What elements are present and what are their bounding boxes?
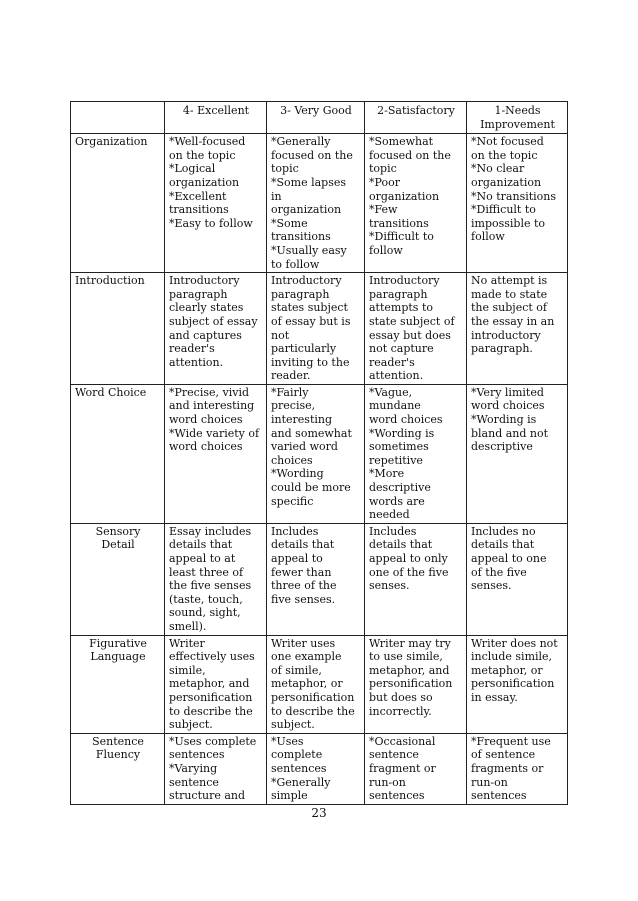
score-cell: Writer uses one example of simile, metaphor, or personification to describe the subject. — [267, 635, 365, 733]
score-cell: *Frequent use of sentence fragments or run-on sentences — [467, 733, 568, 804]
score-cell: Introductory paragraph attempts to state subject of essay but does not capture reader's attention. — [365, 273, 467, 385]
rubric-row — [71, 635, 568, 733]
rubric-row — [71, 523, 568, 635]
score-cell: No attempt is made to state the subject of the essay in an introductory paragraph. — [467, 273, 568, 385]
criterion-cell: Sensory Detail — [71, 523, 165, 635]
score-cell: Essay includes details that appeal to at least three of the five senses (taste, touch, sound, sight, smell). — [165, 523, 267, 635]
score-cell: *Precise, vivid and interesting word choices *Wide variety of word choices — [165, 384, 267, 523]
score-cell: Writer effectively uses simile, metaphor, and personification to describe the subject. — [165, 635, 267, 733]
score-cell: *Generally focused on the topic *Some lapses in organization *Some transitions *Usually easy to follow — [267, 134, 365, 273]
score-cell: *Occasional sentence fragment or run-on sentences — [365, 733, 467, 804]
header-cell-excellent: 4- Excellent — [165, 102, 267, 134]
score-cell: *Not focused on the topic *No clear organization *No transitions *Difficult to impossible to follow — [467, 134, 568, 273]
page-number: 23 — [311, 806, 327, 820]
criterion-cell: Word Choice — [71, 384, 165, 523]
header-cell-satisfactory: 2-Satisfactory — [365, 102, 467, 134]
rubric-row — [71, 733, 568, 804]
header-row — [71, 102, 568, 134]
score-cell: *Uses complete sentences *Varying sentence structure and — [165, 733, 267, 804]
header-cell-very-good: 3- Very Good — [267, 102, 365, 134]
score-cell: Includes no details that appeal to one of the five senses. — [467, 523, 568, 635]
score-cell: Introductory paragraph clearly states subject of essay and captures reader's attention. — [165, 273, 267, 385]
score-cell: Writer does not include simile, metaphor, or personification in essay. — [467, 635, 568, 733]
criterion-cell: Figurative Language — [71, 635, 165, 733]
header-cell-needs-improvement: 1-Needs Improvement — [467, 102, 568, 134]
score-cell: *Vague, mundane word choices *Wording is sometimes repetitive *More descriptive words are needed — [365, 384, 467, 523]
criterion-cell: Sentence Fluency — [71, 733, 165, 804]
criterion-cell: Introduction — [71, 273, 165, 385]
score-cell: *Well-focused on the topic *Logical organization *Excellent transitions *Easy to follow — [165, 134, 267, 273]
score-cell: *Very limited word choices *Wording is bland and not descriptive — [467, 384, 568, 523]
score-cell: Writer may try to use simile, metaphor, and personification but does so incorrectly. — [365, 635, 467, 733]
header-cell-blank — [71, 102, 165, 134]
criterion-cell: Organization — [71, 134, 165, 273]
score-cell: Includes details that appeal to only one of the five senses. — [365, 523, 467, 635]
score-cell: Introductory paragraph states subject of essay but is not particularly inviting to the reader. — [267, 273, 365, 385]
score-cell: Includes details that appeal to fewer than three of the five senses. — [267, 523, 365, 635]
score-cell: *Somewhat focused on the topic *Poor organization *Few transitions *Difficult to follow — [365, 134, 467, 273]
score-cell: *Uses complete sentences *Generally simple — [267, 733, 365, 804]
rubric-row — [71, 134, 568, 273]
rubric-row — [71, 273, 568, 385]
rubric-table — [70, 101, 568, 805]
score-cell: *Fairly precise, interesting and somewhat varied word choices *Wording could be more specific — [267, 384, 365, 523]
rubric-row — [71, 384, 568, 523]
